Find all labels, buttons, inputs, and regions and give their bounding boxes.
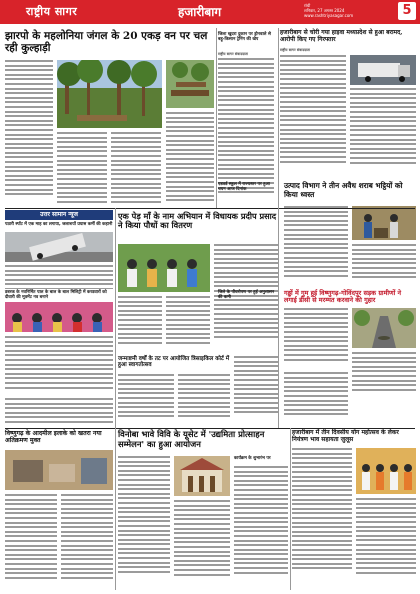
masthead	[0, 0, 420, 24]
road-image	[352, 308, 416, 348]
article-text-column	[178, 374, 230, 426]
liquor-raid-image	[352, 206, 416, 240]
article-text-column	[5, 398, 113, 426]
accident-photo	[5, 232, 113, 262]
right-top-headline: हजारीबाग से चोरी गया हाइवा मध्यप्रदेश से हुआ बरामद, आरोपी किए गए गिरफ्तार	[280, 29, 403, 43]
plantation-image	[118, 244, 210, 292]
forest-image	[57, 60, 162, 128]
box-story-headline: डबरक के नवनिर्मित पाल के बाल के बाल मिलिट्री में करडवारों को दीवारी की मूवमेंट नव बनाने	[5, 290, 107, 301]
box-story-text	[5, 265, 113, 289]
yoga-rally-photo	[356, 448, 416, 494]
cut-trees-photo	[166, 60, 214, 108]
article-text-column	[352, 352, 416, 396]
page-number: 5	[398, 2, 416, 20]
center-right-small-headline: जिले के पौधरोपण पर हुई अनुशासन की कमी	[218, 290, 275, 301]
liquor-raid-photo	[352, 206, 416, 240]
article-text-column	[284, 206, 348, 286]
article-text-column	[5, 60, 53, 208]
article-text-column	[284, 308, 348, 368]
article-text-column	[166, 112, 214, 208]
article-text-column	[234, 466, 288, 590]
edition-date: शनिवार, 27 अगस्त 2024	[304, 8, 345, 13]
article-text-column	[174, 500, 230, 590]
main-headline: झारपो के महलोनिया जंगल के 20 एकड़ वन पर चल रही कुल्हाड़ी	[5, 30, 208, 55]
forest-photo	[57, 60, 162, 128]
box-story-text	[5, 336, 113, 396]
byline: राष्ट्रीय सागर संवाददाता	[280, 48, 310, 52]
article-text-column	[284, 372, 348, 426]
article-text-column	[292, 448, 352, 590]
truck-photo	[350, 55, 416, 85]
accident-image	[5, 232, 113, 262]
event-image	[5, 302, 113, 332]
article-text-column	[5, 494, 57, 590]
column-divider	[115, 208, 116, 428]
university-image	[174, 456, 230, 496]
university-photo	[174, 456, 230, 496]
section-title: हजारीबाग	[178, 5, 222, 19]
newspaper-brand: राष्ट्रीय सागर	[26, 5, 78, 18]
byline: राष्ट्रीय सागर संवाददाता	[218, 52, 248, 56]
article-text-column	[57, 132, 107, 208]
bottom-small-headline: कार्यक्रम के शुभारंभ पर	[234, 456, 271, 461]
article-text-column	[234, 356, 278, 426]
article-text-column	[118, 456, 170, 590]
section-divider	[5, 208, 415, 209]
bottom-right-headline: हजारीबाग में तीन दिवसीय योग महोत्सव के लेकर नियंत्रण भाव सहायता जुलूस	[292, 429, 399, 443]
edition-city: रांची	[304, 3, 311, 8]
article-text-column	[166, 296, 210, 352]
article-text-column	[280, 55, 346, 175]
yoga-rally-image	[356, 448, 416, 494]
article-text-column	[111, 132, 161, 208]
column-divider	[290, 428, 291, 590]
edition-website: www.rashtriyasagar.com	[304, 13, 354, 18]
road-photo	[352, 308, 416, 348]
right-mid-headline: उत्पाद विभाग ने तीन अवैध शराब भट्ठियों को किया ध्वस्त	[284, 181, 403, 199]
article-text-column	[352, 244, 416, 286]
article-text-column	[350, 88, 416, 176]
article-text-column	[61, 494, 113, 590]
roads-headline: गड्ढों में गुम हुई विष्णुगढ़-गोविंदपुर सड़क ग्रामीणों ने लगाई डीसी से मरम्मत करवाने की गुहार	[284, 289, 402, 305]
janmashtami-headline: जन्माष्टमी वर्षों के तट पर आयोजित त्रिसाइकिल कोर्ट में हुआ स्वागतोत्सव	[118, 356, 230, 369]
section-divider	[5, 428, 415, 429]
event-photo	[5, 302, 113, 332]
encroachment-image	[5, 450, 113, 490]
column-divider	[278, 28, 279, 428]
bottom-center-headline: विनोबा भावे विवि के यूसेट में 'उद्यमिता प्रोत्साहन सम्मेलन' का हुआ आयोजन	[118, 429, 265, 449]
truck-image	[350, 55, 416, 85]
plantation-photo	[118, 244, 210, 292]
box-story-headline: पठारी स्पॉट में एक माह का लगाया, जलाशयों प्रयास कर्मी की कहानी	[5, 222, 113, 227]
article-text-column	[118, 374, 174, 426]
article-text-column	[356, 498, 416, 590]
center-left-small-headline: एडवर्ड स्कूल में राज्यस्तर पर हुआ चयन आज दिनांक	[218, 182, 270, 193]
article-text-column	[118, 296, 162, 352]
column-divider	[216, 28, 217, 208]
news-box-title: उत्तर सामान न्यूज	[5, 210, 113, 220]
bottom-left-headline: विष्णुगढ़ के आदमील इलाके को खतरा नया अतिक्रमण मुक्त	[5, 430, 102, 445]
column-divider	[115, 428, 116, 590]
mid-headline: एक पेड़ माँ के नाम अभियान में विधायक प्रदीप प्रसाद ने किया पौधों का वितरण	[118, 211, 277, 231]
encroachment-photo	[5, 450, 113, 490]
center-small-headline: जिला खुदरा दुकान पर ड्रोनवाले से बहू-किसान ट्रेनिंग की खेप	[218, 32, 271, 43]
edition-meta	[304, 3, 353, 18]
cut-trees-image	[166, 60, 214, 108]
